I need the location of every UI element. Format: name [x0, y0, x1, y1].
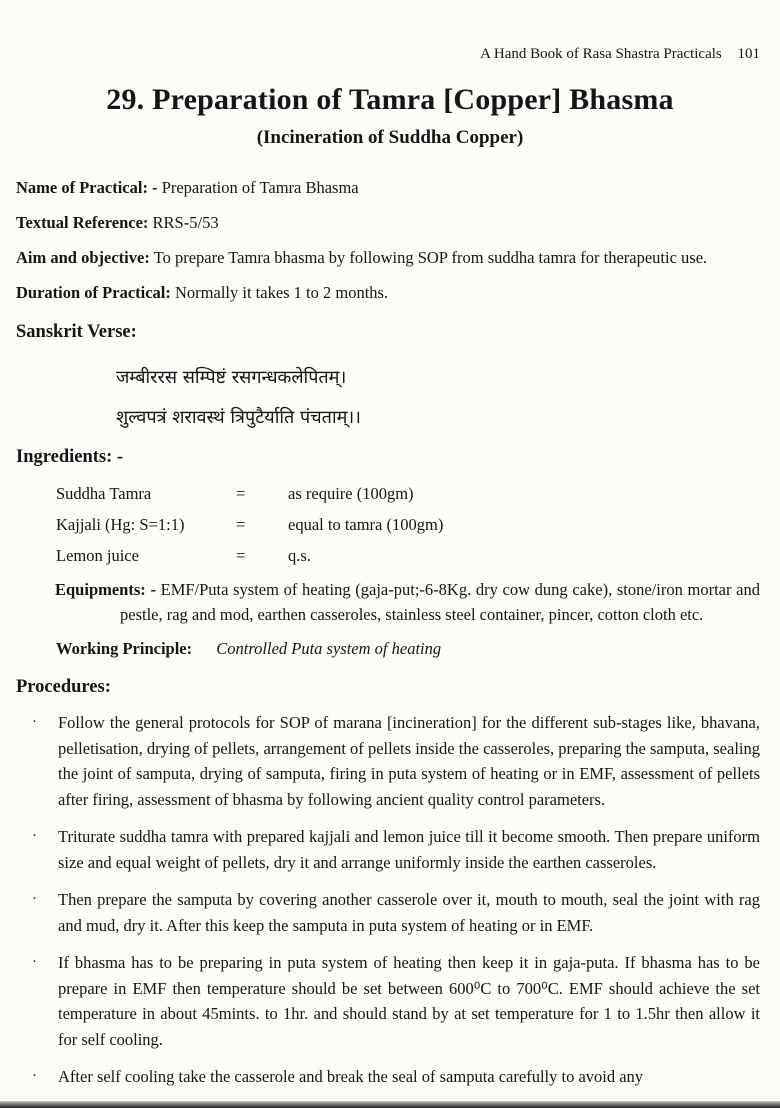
field-aim-and-objective — [16, 247, 764, 269]
bullet-icon: · — [32, 954, 37, 970]
ingredients-table — [56, 484, 764, 566]
book-title: A Hand Book of Rasa Shastra Practicals — [480, 46, 722, 62]
ingredient-name: Kajjali (Hg: S=1:1) — [56, 515, 185, 534]
procedure-text: After self cooling take the casserole and break the seal of samputa carefully to avoid any — [58, 1067, 644, 1086]
bullet-icon: · — [32, 714, 37, 730]
ingredient-name: Lemon juice — [56, 546, 139, 565]
list-item — [16, 710, 764, 812]
ingredients-heading: Ingredients: - — [16, 447, 124, 467]
field-value: Normally it takes 1 to 2 months. — [175, 283, 389, 302]
ingredient-name: Suddha Tamra — [56, 484, 152, 503]
field-label: Name of Practical: - — [16, 178, 158, 197]
verse-line-2: शुल्वपत्रं शरावस्थं त्रिपुटैर्याति पंचताम्।। — [116, 407, 362, 428]
list-item — [16, 887, 764, 938]
table-row — [56, 546, 764, 566]
equipments-paragraph — [55, 577, 764, 627]
field-value: To prepare Tamra bhasma by following SOP from suddha tamra for therapeutic use. — [153, 248, 708, 267]
table-row — [56, 515, 764, 535]
chapter-title: 29. Preparation of Tamra [Copper] Bhasma — [106, 83, 674, 116]
bullet-icon: · — [32, 828, 37, 844]
list-item — [16, 1064, 764, 1090]
field-label: Duration of Practical: — [16, 283, 171, 302]
ingredient-quantity: as require (100gm) — [288, 484, 414, 503]
working-principle — [56, 639, 764, 659]
list-item — [16, 824, 764, 875]
sanskrit-verse-heading: Sanskrit Verse: — [16, 322, 137, 342]
verse-line-1: जम्बीररस सम्पिष्टं रसगन्धकलेपितम्। — [116, 367, 347, 388]
chapter-subtitle: (Incineration of Suddha Copper) — [256, 127, 524, 148]
ingredient-quantity: equal to tamra (100gm) — [288, 515, 444, 534]
sanskrit-verse — [116, 365, 764, 429]
equipments-text: EMF/Puta system of heating (gaja-put;-6-8Kg. dry cow dung cake), stone/iron mortar and pestle, rag and mod, earthen casseroles, stainless steel container, pincer, cotton cloth etc. — [120, 580, 760, 624]
field-duration-of-practical — [16, 282, 764, 304]
table-row — [56, 484, 764, 504]
bullet-icon: · — [32, 891, 37, 907]
working-principle-text: Controlled Puta system of heating — [216, 639, 442, 658]
bullet-icon: · — [32, 1068, 37, 1084]
field-label: Aim and objective: — [16, 248, 150, 267]
procedure-text: Follow the general protocols for SOP of marana [incineration] for the different sub-stages like, bhavana, pelletisation, drying of pellets, arrangement of pellets inside the casseroles, preparing the samputa, sealing the joint of samputa, drying of samputa, firing in puta system of heating or in EMF, assessment of pellets after firing, assessment of bhasma by following ancient quality control parameters. — [58, 713, 760, 809]
field-textual-reference — [16, 212, 764, 234]
equals-sign: = — [236, 546, 246, 565]
running-header — [16, 46, 764, 63]
equals-sign: = — [236, 484, 246, 503]
field-label: Textual Reference: — [16, 213, 149, 232]
list-item — [16, 950, 764, 1052]
procedure-text: Triturate suddha tamra with prepared kajjali and lemon juice till it become smooth. Then prepare uniform size and equal weight of pellets, dry it and arrange uniformly inside the earthen casseroles. — [58, 827, 760, 872]
procedures-heading: Procedures: — [16, 677, 111, 697]
procedure-text: If bhasma has to be preparing in puta system of heating then keep it in gaja-puta. If bhasma has to be prepare in EMF then temperature should be set between 600⁰C to 700⁰C. EMF should achieve the set temperature in about 45mints. to 1hr. and should stand by at set temperature for 1 to 1.5hr then allow it for self cooling. — [58, 953, 760, 1049]
equals-sign: = — [236, 515, 246, 534]
equipments-label: Equipments: - — [55, 580, 156, 599]
page-number: 101 — [737, 46, 760, 62]
field-name-of-practical — [16, 177, 764, 199]
procedure-text: Then prepare the samputa by covering another casserole over it, mouth to mouth, seal the joint with rag and mud, dry it. After this keep the samputa in puta system of heating or in EMF. — [58, 890, 760, 935]
field-value: Preparation of Tamra Bhasma — [161, 178, 359, 197]
ingredient-quantity: q.s. — [288, 546, 311, 565]
working-principle-label: Working Principle: — [56, 639, 193, 658]
page-bottom-scan-edge — [0, 1101, 780, 1108]
field-value: RRS-5/53 — [152, 213, 219, 232]
procedures-list — [16, 710, 764, 1090]
